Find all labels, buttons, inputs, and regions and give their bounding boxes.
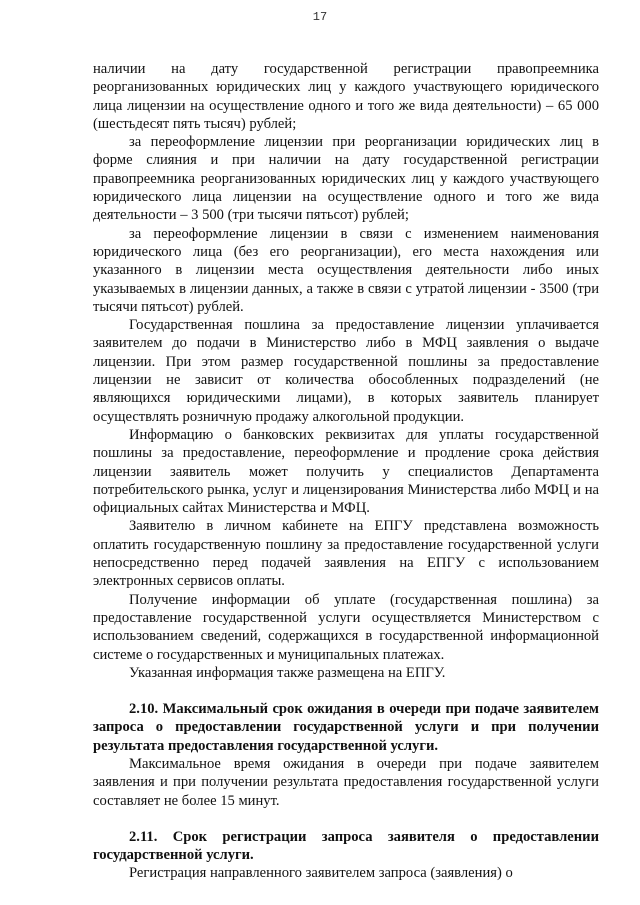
paragraph-continuation: наличии на дату государственной регистрации правопреемника реорганизованных юридических лиц у каждого участвующего юридического лица лицензии на осуществление одного и того же вида деятельности) – 65 000 (шестьдесят пять тысяч) рублей; [93, 61, 599, 132]
section-spacer [93, 682, 599, 700]
section-spacer [93, 810, 599, 828]
paragraph-payment-info: Получение информации об уплате (государственная пошлина) за предоставление государственной услуги осуществляется Министерством с использованием сведений, содержащихся в государственной информационной системе о государственных и муниципальных платежах. [93, 591, 599, 663]
section-heading-2-11: 2.11. Срок регистрации запроса заявителя о предоставлении государственной услуги. [93, 828, 599, 864]
page-number: 17 [312, 10, 328, 24]
paragraph-bank-details: Информацию о банковских реквизитах для уплаты государственной пошлины за предоставление, переоформление и продление срока действия лицензии заявитель может получить у специалистов Департамента потребительского рынка, услуг и лицензирования Министерства либо МФЦ и на официальных сайтах Министерства и МФЦ. [93, 426, 599, 517]
paragraph-fee-merger: за переоформление лицензии при реорганизации юридических лиц в форме слияния и при наличии на дату государственной регистрации правопреемника реорганизованных юридических лиц у каждого участвующего юридического лица лицензии на осуществление одного и того же вида деятельности – 3 500 (три тысячи пятьсот) рублей; [93, 134, 599, 224]
paragraph-queue-time: Максимальное время ожидания в очереди при подаче заявителем заявления и при получении результата предоставления государственной услуги составляет не более 15 минут. [93, 755, 599, 809]
document-body [93, 60, 599, 883]
paragraph-registration: Регистрация направленного заявителем запроса (заявления) о [129, 865, 513, 882]
paragraph-epgu-info: Указанная информация также размещена на ЕПГУ. [129, 664, 446, 681]
paragraph-state-duty: Государственная пошлина за предоставление лицензии уплачивается заявителем до подачи в Министерство либо в МФЦ заявления о выдаче лицензии. При этом размер государственной пошлины за предоставление лицензии не зависит от количества обособленных подразделений (не являющихся юридическими лицами), в которых заявитель планирует осуществлять розничную продажу алкогольной продукции. [93, 317, 599, 425]
paragraph-epgu-payment: Заявителю в личном кабинете на ЕПГУ представлена возможность оплатить государственную пошлину за предоставление государственной услуги непосредственно перед подачей заявления на ЕПГУ с использованием электронных сервисов оплаты. [93, 518, 599, 590]
paragraph-fee-name-change: за переоформление лицензии в связи с изменением наименования юридического лица (без его реорганизации), его места нахождения или указанного в лицензии места осуществления деятельности либо иных указываемых в лицензии данных, а также в связи с утратой лицензии - 3500 (три тысячи пятьсот) рублей. [93, 225, 599, 315]
section-heading-2-10: 2.10. Максимальный срок ожидания в очереди при подаче заявителем запроса о предоставлении государственной услуги и при получении результата предоставления государственной услуги. [93, 701, 599, 754]
